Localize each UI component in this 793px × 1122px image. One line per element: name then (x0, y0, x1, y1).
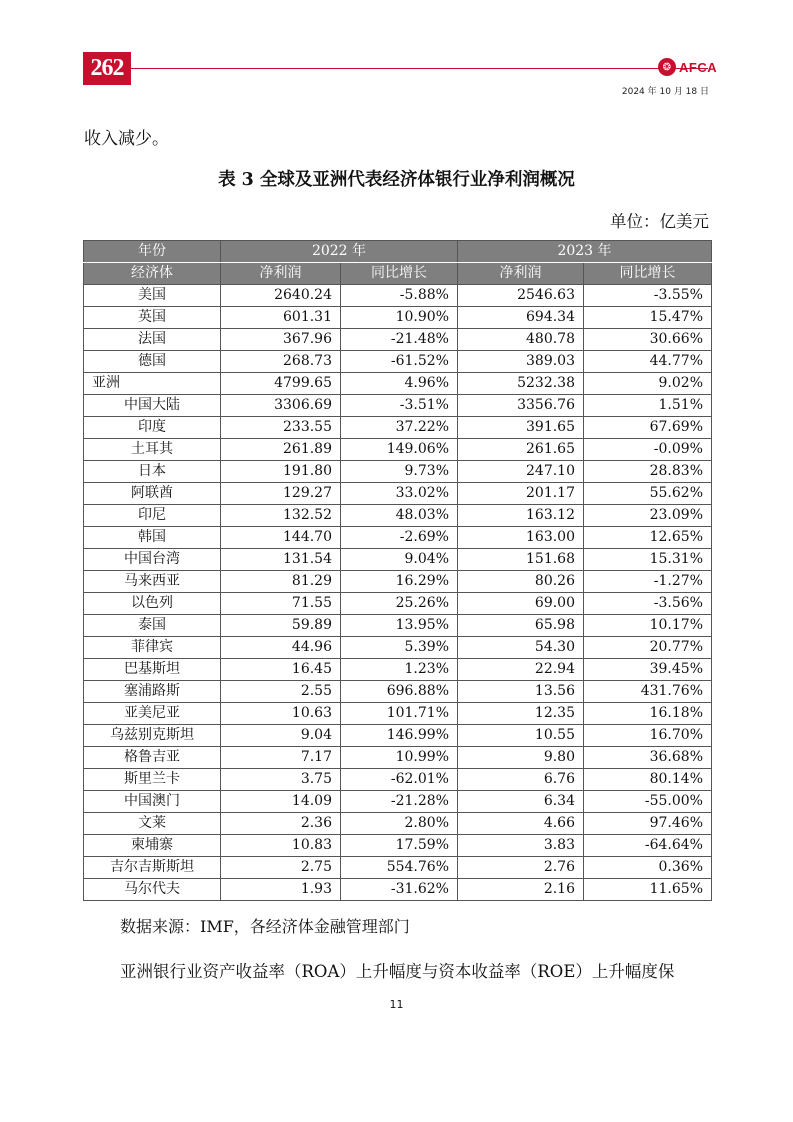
growth-2022-cell: 16.29% (341, 571, 458, 593)
economy-cell: 格鲁吉亚 (84, 747, 221, 769)
header-year-label: 年份 (84, 241, 221, 263)
net-profit-2023-cell: 69.00 (458, 593, 584, 615)
logo-text: AFCA (679, 59, 718, 75)
net-profit-2022-cell: 16.45 (221, 659, 341, 681)
growth-2023-cell: 9.02% (584, 373, 712, 395)
economy-cell: 中国台湾 (84, 549, 221, 571)
net-profit-2023-cell: 80.26 (458, 571, 584, 593)
net-profit-2023-cell: 247.10 (458, 461, 584, 483)
net-profit-2022-cell: 3.75 (221, 769, 341, 791)
growth-2022-cell: 48.03% (341, 505, 458, 527)
header-year-2023: 2023 年 (458, 241, 712, 263)
net-profit-2023-cell: 9.80 (458, 747, 584, 769)
growth-2022-cell: 101.71% (341, 703, 458, 725)
net-profit-2023-cell: 3356.76 (458, 395, 584, 417)
table-row (84, 835, 712, 857)
economy-cell: 以色列 (84, 593, 221, 615)
economy-cell: 乌兹别克斯坦 (84, 725, 221, 747)
net-profit-2023-cell: 6.34 (458, 791, 584, 813)
paragraph-top: 收入减少。 (84, 129, 169, 149)
net-profit-2022-cell: 261.89 (221, 439, 341, 461)
growth-2022-cell: 9.04% (341, 549, 458, 571)
table-row (84, 373, 712, 395)
growth-2022-cell: 4.96% (341, 373, 458, 395)
net-profit-2023-cell: 163.12 (458, 505, 584, 527)
economy-cell: 马尔代夫 (84, 879, 221, 901)
table-unit: 单位：亿美元 (610, 212, 709, 231)
growth-2023-cell: -55.00% (584, 791, 712, 813)
growth-2023-cell: -3.55% (584, 285, 712, 307)
table-row (84, 285, 712, 307)
economy-cell: 法国 (84, 329, 221, 351)
table-row (84, 879, 712, 901)
table-row (84, 461, 712, 483)
net-profit-2022-cell: 2640.24 (221, 285, 341, 307)
economy-cell: 印尼 (84, 505, 221, 527)
net-profit-2022-cell: 59.89 (221, 615, 341, 637)
growth-2023-cell: 44.77% (584, 351, 712, 373)
net-profit-2022-cell: 7.17 (221, 747, 341, 769)
header-row-year (84, 241, 712, 263)
net-profit-2023-cell: 10.55 (458, 725, 584, 747)
table-body (84, 285, 712, 901)
economy-cell: 阿联酋 (84, 483, 221, 505)
economy-cell: 土耳其 (84, 439, 221, 461)
growth-2022-cell: -61.52% (341, 351, 458, 373)
table-row (84, 637, 712, 659)
afca-emblem-icon: ❂ (658, 58, 676, 76)
economy-cell: 塞浦路斯 (84, 681, 221, 703)
net-profit-2023-cell: 389.03 (458, 351, 584, 373)
net-profit-2022-cell: 4799.65 (221, 373, 341, 395)
issue-number: 262 (90, 55, 124, 81)
growth-2023-cell: 36.68% (584, 747, 712, 769)
table-row (84, 813, 712, 835)
economy-cell: 英国 (84, 307, 221, 329)
economy-cell: 美国 (84, 285, 221, 307)
growth-2022-cell: -62.01% (341, 769, 458, 791)
growth-2022-cell: -31.62% (341, 879, 458, 901)
economy-cell: 泰国 (84, 615, 221, 637)
growth-2022-cell: 9.73% (341, 461, 458, 483)
table-row (84, 351, 712, 373)
growth-2022-cell: 554.76% (341, 857, 458, 879)
growth-2023-cell: 431.76% (584, 681, 712, 703)
net-profit-2023-cell: 2546.63 (458, 285, 584, 307)
growth-2023-cell: 10.17% (584, 615, 712, 637)
growth-2022-cell: -3.51% (341, 395, 458, 417)
economy-cell: 日本 (84, 461, 221, 483)
growth-2023-cell: 0.36% (584, 857, 712, 879)
net-profit-2023-cell: 391.65 (458, 417, 584, 439)
table-row (84, 703, 712, 725)
table-row (84, 615, 712, 637)
net-profit-2023-cell: 22.94 (458, 659, 584, 681)
net-profit-2022-cell: 2.36 (221, 813, 341, 835)
net-profit-2022-cell: 144.70 (221, 527, 341, 549)
net-profit-2023-cell: 480.78 (458, 329, 584, 351)
economy-cell: 韩国 (84, 527, 221, 549)
table-row (84, 549, 712, 571)
growth-2022-cell: -5.88% (341, 285, 458, 307)
growth-2022-cell: 696.88% (341, 681, 458, 703)
net-profit-2022-cell: 2.75 (221, 857, 341, 879)
issue-number-badge (83, 52, 131, 85)
growth-2023-cell: 67.69% (584, 417, 712, 439)
data-source: 数据来源：IMF，各经济体金融管理部门 (120, 917, 410, 936)
net-profit-2022-cell: 367.96 (221, 329, 341, 351)
paragraph-bottom: 亚洲银行业资产收益率（ROA）上升幅度与资本收益率（ROE）上升幅度保 (120, 962, 675, 981)
header-net-profit-2023: 净利润 (458, 263, 584, 285)
net-profit-2023-cell: 12.35 (458, 703, 584, 725)
economy-cell: 亚洲 (84, 373, 221, 395)
net-profit-2023-cell: 694.34 (458, 307, 584, 329)
economy-cell: 印度 (84, 417, 221, 439)
growth-2023-cell: 12.65% (584, 527, 712, 549)
growth-2022-cell: 10.99% (341, 747, 458, 769)
header-economy: 经济体 (84, 263, 221, 285)
header-net-profit-2022: 净利润 (221, 263, 341, 285)
growth-2022-cell: 149.06% (341, 439, 458, 461)
growth-2022-cell: -2.69% (341, 527, 458, 549)
net-profit-2023-cell: 5232.38 (458, 373, 584, 395)
table-row (84, 769, 712, 791)
table-row (84, 329, 712, 351)
economy-cell: 文莱 (84, 813, 221, 835)
growth-2022-cell: 10.90% (341, 307, 458, 329)
net-profit-2022-cell: 132.52 (221, 505, 341, 527)
growth-2023-cell: 28.83% (584, 461, 712, 483)
net-profit-2022-cell: 10.83 (221, 835, 341, 857)
growth-2022-cell: 33.02% (341, 483, 458, 505)
issue-date: 2024 年 10 月 18 日 (621, 87, 709, 97)
net-profit-2022-cell: 2.55 (221, 681, 341, 703)
growth-2023-cell: -64.64% (584, 835, 712, 857)
economy-cell: 中国大陆 (84, 395, 221, 417)
growth-2023-cell: 30.66% (584, 329, 712, 351)
growth-2023-cell: 16.18% (584, 703, 712, 725)
growth-2022-cell: 17.59% (341, 835, 458, 857)
growth-2023-cell: 15.31% (584, 549, 712, 571)
table-row (84, 527, 712, 549)
net-profit-2022-cell: 3306.69 (221, 395, 341, 417)
header-year-2022: 2022 年 (221, 241, 458, 263)
economy-cell: 巴基斯坦 (84, 659, 221, 681)
table-row (84, 857, 712, 879)
net-profit-2023-cell: 65.98 (458, 615, 584, 637)
net-profit-2022-cell: 268.73 (221, 351, 341, 373)
economy-cell: 斯里兰卡 (84, 769, 221, 791)
growth-2022-cell: -21.28% (341, 791, 458, 813)
table-row (84, 593, 712, 615)
table-title: 表 3 全球及亚洲代表经济体银行业净利润概况 (218, 170, 575, 190)
growth-2022-cell: 1.23% (341, 659, 458, 681)
net-profit-2023-cell: 201.17 (458, 483, 584, 505)
net-profit-2023-cell: 3.83 (458, 835, 584, 857)
net-profit-2023-cell: 13.56 (458, 681, 584, 703)
growth-2022-cell: 25.26% (341, 593, 458, 615)
net-profit-2022-cell: 81.29 (221, 571, 341, 593)
net-profit-2022-cell: 9.04 (221, 725, 341, 747)
economy-cell: 马来西亚 (84, 571, 221, 593)
growth-2023-cell: 1.51% (584, 395, 712, 417)
header-growth-2023: 同比增长 (584, 263, 712, 285)
header-rule (131, 68, 708, 69)
net-profit-2022-cell: 129.27 (221, 483, 341, 505)
economy-cell: 吉尔吉斯斯坦 (84, 857, 221, 879)
net-profit-2022-cell: 10.63 (221, 703, 341, 725)
growth-2023-cell: -1.27% (584, 571, 712, 593)
growth-2023-cell: 15.47% (584, 307, 712, 329)
net-profit-2022-cell: 233.55 (221, 417, 341, 439)
table-row (84, 747, 712, 769)
header-growth-2022: 同比增长 (341, 263, 458, 285)
net-profit-2023-cell: 2.76 (458, 857, 584, 879)
growth-2023-cell: 23.09% (584, 505, 712, 527)
net-profit-2022-cell: 71.55 (221, 593, 341, 615)
growth-2023-cell: 39.45% (584, 659, 712, 681)
table-row (84, 439, 712, 461)
growth-2023-cell: 55.62% (584, 483, 712, 505)
table-row (84, 725, 712, 747)
table-row (84, 307, 712, 329)
growth-2022-cell: 13.95% (341, 615, 458, 637)
growth-2022-cell: 146.99% (341, 725, 458, 747)
growth-2022-cell: -21.48% (341, 329, 458, 351)
net-profit-2023-cell: 4.66 (458, 813, 584, 835)
growth-2022-cell: 2.80% (341, 813, 458, 835)
net-profit-2023-cell: 54.30 (458, 637, 584, 659)
economy-cell: 亚美尼亚 (84, 703, 221, 725)
growth-2023-cell: 80.14% (584, 769, 712, 791)
growth-2023-cell: 16.70% (584, 725, 712, 747)
net-profit-2023-cell: 151.68 (458, 549, 584, 571)
table-row (84, 571, 712, 593)
net-profit-2023-cell: 6.76 (458, 769, 584, 791)
table-row (84, 417, 712, 439)
table-row (84, 483, 712, 505)
net-profit-2023-cell: 163.00 (458, 527, 584, 549)
page-number: 11 (389, 998, 404, 1011)
growth-2023-cell: 97.46% (584, 813, 712, 835)
net-profit-2022-cell: 14.09 (221, 791, 341, 813)
table-row (84, 681, 712, 703)
net-profit-2022-cell: 601.31 (221, 307, 341, 329)
net-profit-2022-cell: 131.54 (221, 549, 341, 571)
economy-cell: 德国 (84, 351, 221, 373)
table-row (84, 791, 712, 813)
growth-2023-cell: -3.56% (584, 593, 712, 615)
growth-2022-cell: 5.39% (341, 637, 458, 659)
economy-cell: 菲律宾 (84, 637, 221, 659)
header-row-metrics (84, 263, 712, 285)
growth-2023-cell: 20.77% (584, 637, 712, 659)
net-profit-2023-cell: 261.65 (458, 439, 584, 461)
table-row (84, 395, 712, 417)
net-profit-2022-cell: 1.93 (221, 879, 341, 901)
net-profit-2022-cell: 44.96 (221, 637, 341, 659)
economy-cell: 柬埔寨 (84, 835, 221, 857)
table-row (84, 659, 712, 681)
growth-2023-cell: 11.65% (584, 879, 712, 901)
net-profit-2022-cell: 191.80 (221, 461, 341, 483)
economy-cell: 中国澳门 (84, 791, 221, 813)
table-row (84, 505, 712, 527)
afca-logo (658, 58, 717, 76)
net-profit-2023-cell: 2.16 (458, 879, 584, 901)
net-profit-table (83, 240, 712, 901)
growth-2023-cell: -0.09% (584, 439, 712, 461)
growth-2022-cell: 37.22% (341, 417, 458, 439)
